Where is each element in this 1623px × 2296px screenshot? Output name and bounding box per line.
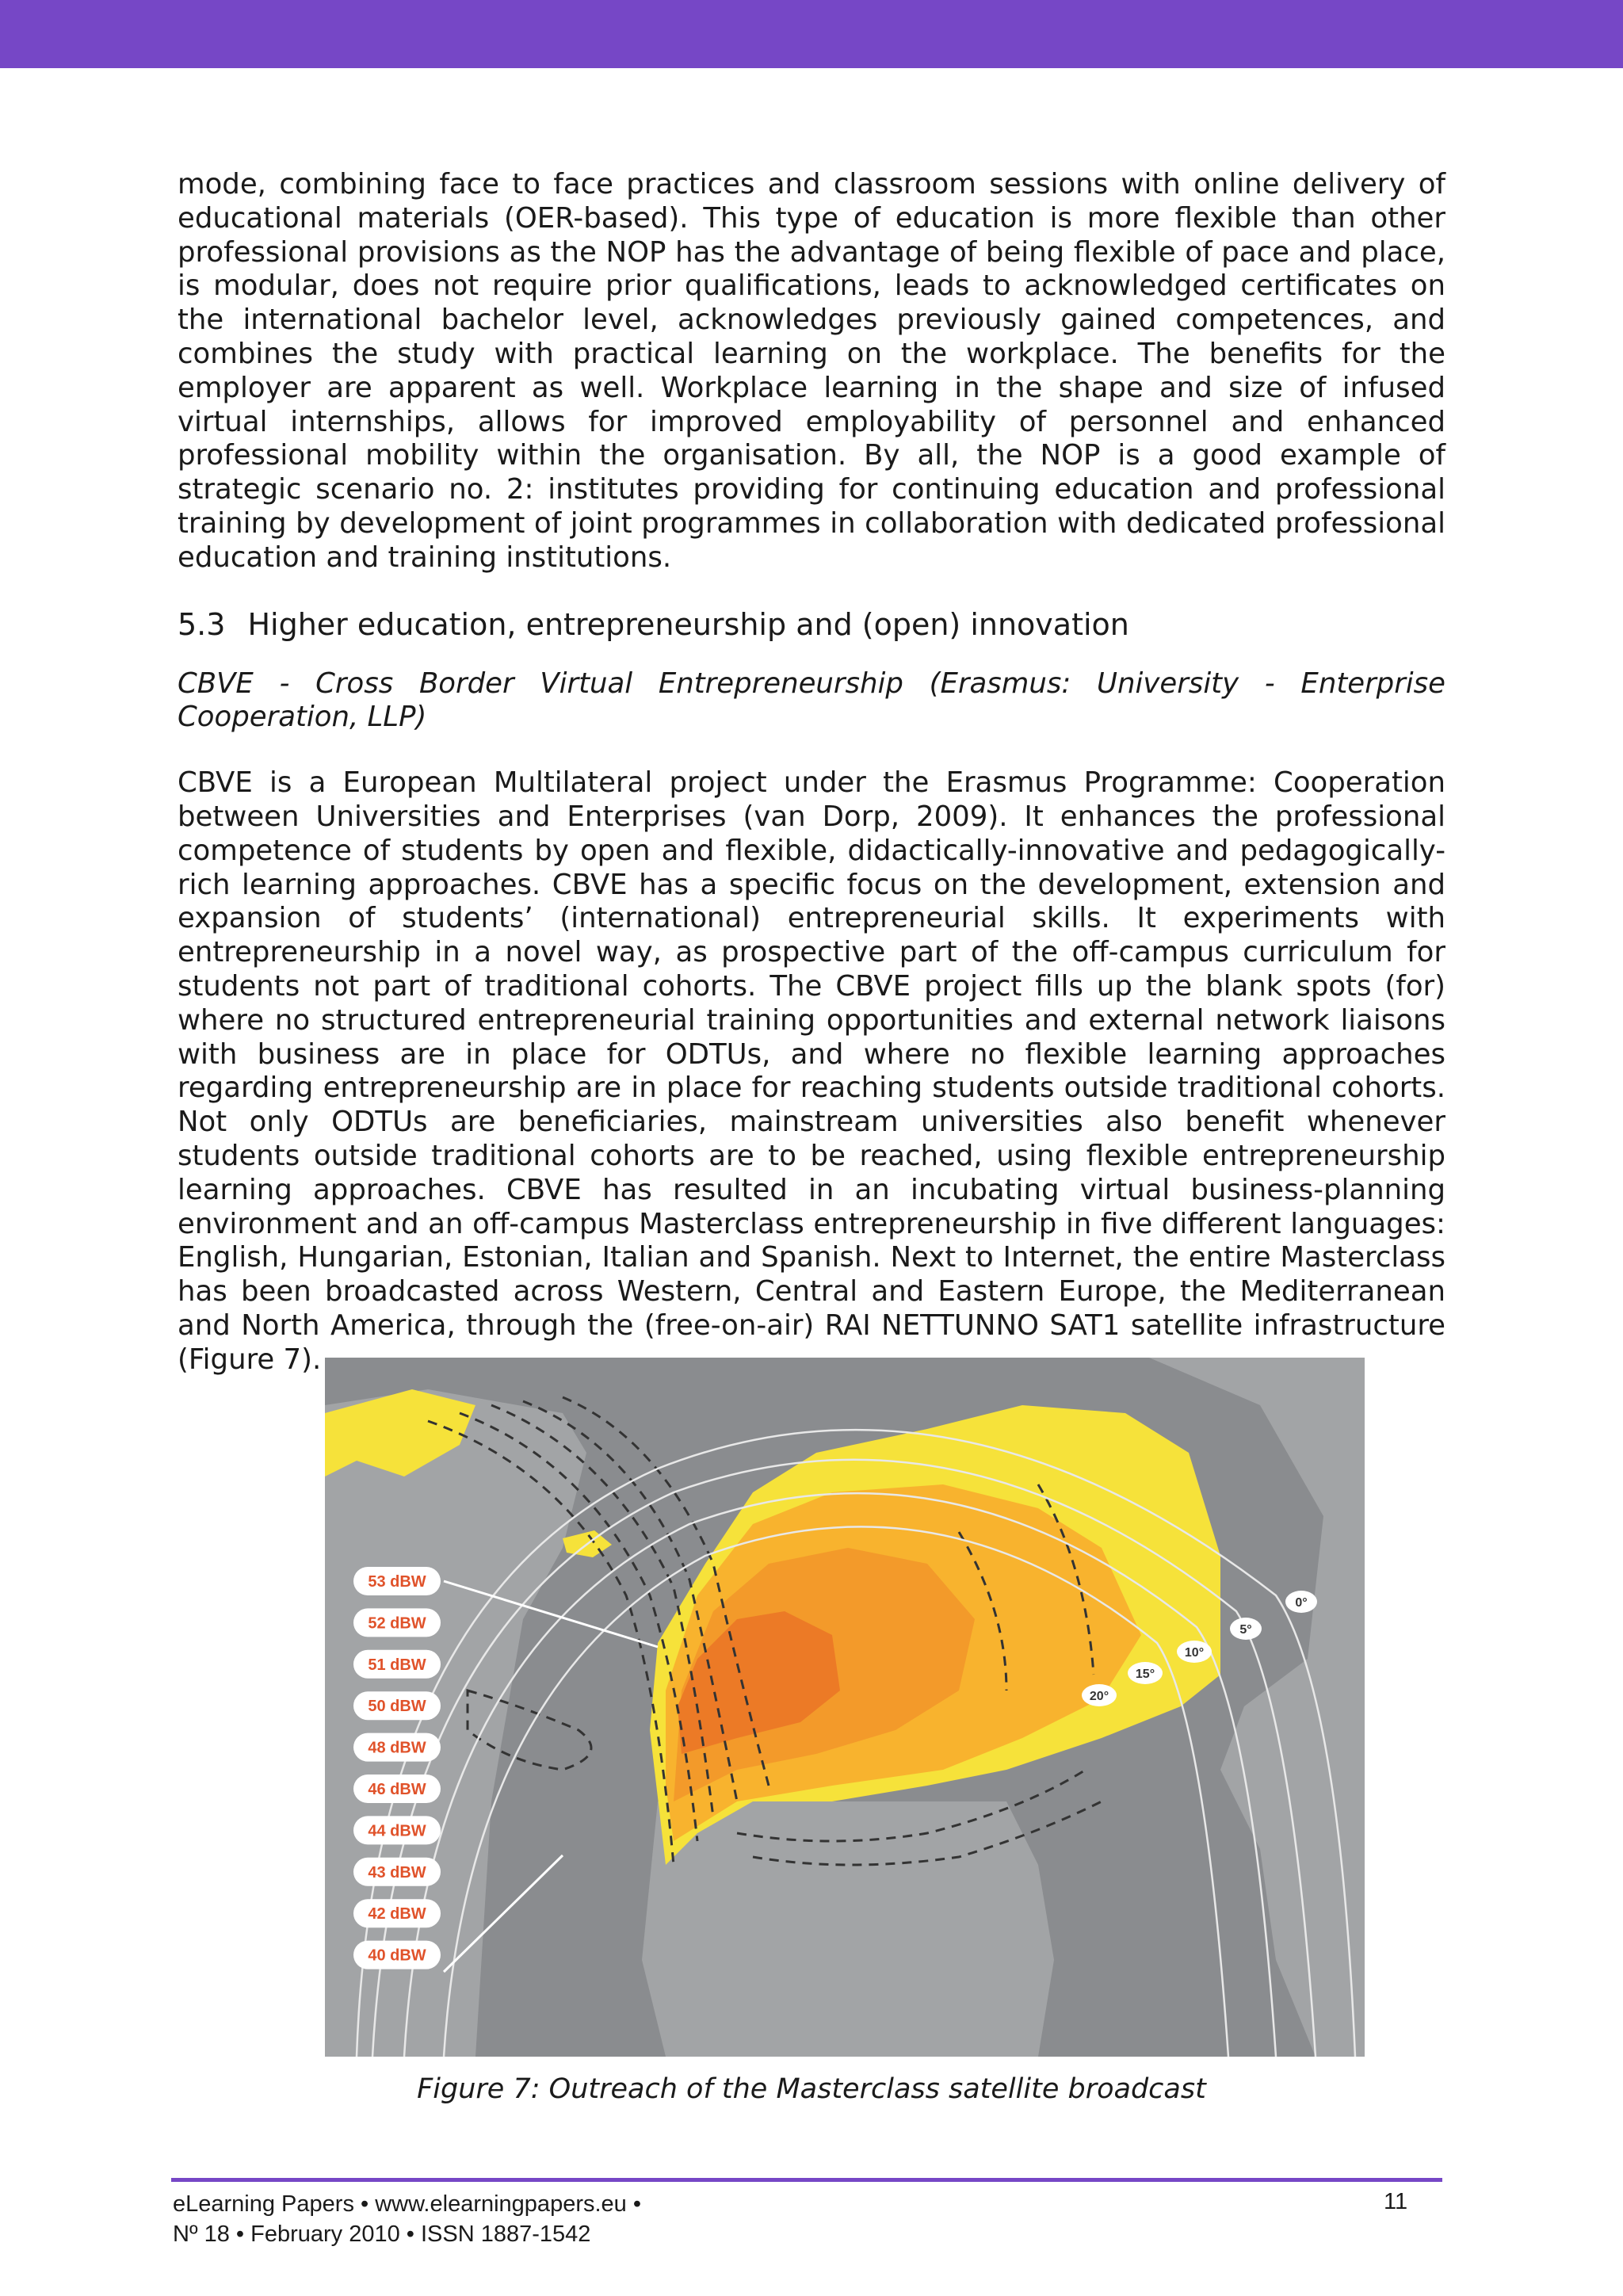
section-title: Higher education, entrepreneurship and (open) innovation: [247, 606, 1129, 642]
dbw-legend-label: 44 dBW: [368, 1822, 426, 1840]
elevation-label-5: 5°: [1239, 1623, 1252, 1637]
map-land-africa: [642, 1801, 1054, 2057]
dbw-legend-label: 43 dBW: [368, 1863, 426, 1881]
elevation-label-20: 20°: [1089, 1690, 1109, 1703]
footer-rule: [171, 2178, 1442, 2182]
dbw-legend-label: 51 dBW: [368, 1656, 426, 1674]
elevation-label-10: 10°: [1184, 1646, 1205, 1660]
section-number: 5.3: [178, 606, 226, 642]
page-number: 11: [1384, 2189, 1408, 2214]
satellite-coverage-map: [325, 1358, 1365, 2057]
header-bar: [0, 0, 1623, 68]
elevation-label-15: 15°: [1135, 1668, 1155, 1681]
footer-line-1: eLearning Papers • www.elearningpapers.eu •: [173, 2191, 642, 2217]
figure-caption-lead: Figure 7:: [417, 2073, 540, 2105]
footer-line-2: Nº 18 • February 2010 • ISSN 1887-1542: [173, 2222, 591, 2247]
dbw-legend-label: 48 dBW: [368, 1739, 426, 1757]
dbw-legend-label: 46 dBW: [368, 1781, 426, 1798]
dbw-legend-label: 40 dBW: [368, 1946, 426, 1965]
section-heading: [178, 606, 1445, 644]
footer: [173, 2189, 641, 2249]
dbw-legend-label: 53 dBW: [368, 1573, 426, 1591]
dbw-legend-label: 50 dBW: [368, 1698, 426, 1716]
main-content: [178, 168, 1445, 1377]
paragraph-cbve: CBVE is a European Multilateral project under the Erasmus Programme: Cooperation between Universities and Enterprises (van Dorp, 2009). It enhances the professional competence of students by open and flexible, didactically-innovative and pedagogically-rich learning approaches. CBVE has a specific focus on the development, extension and expansion of students’ (international) entrepreneurial skills. It experiments with entrepreneurship in a novel way, as prospective part of the off-campus curriculum for students not part of traditional cohorts. The CBVE project fills up the blank spots (for) where no structured entrepreneurial training opportunities and external network liaisons with business are in place for ODTUs, and where no flexible learning approaches regarding entrepreneurship are in place for reaching students outside traditional cohorts. Not only ODTUs are beneficiaries, mainstream universities also benefit whenever students outside traditional cohorts are to be reached, using flexible entrepreneurship learning approaches. CBVE has resulted in an incubating virtual business-planning environment and an off-campus Masterclass entrepreneurship in five different languages: English, Hungarian, Estonian, Italian and Spanish. Next to Internet, the entire Masterclass has been broadcasted across Western, Central and Eastern Europe, the Mediterranean and North America, through the (free-on-air) RAI NETTUNNO SAT1 satellite infrastructure (Figure 7).: [178, 766, 1445, 1376]
figure-caption-text: Outreach of the Masterclass satellite broadcast: [540, 2073, 1206, 2105]
project-title: CBVE - Cross Border Virtual Entrepreneurship (Erasmus: University - Enterprise Cooperation, LLP): [178, 667, 1445, 734]
elevation-label-0: 0°: [1295, 1596, 1308, 1610]
dbw-legend-label: 42 dBW: [368, 1905, 426, 1924]
dbw-legend-label: 52 dBW: [368, 1614, 426, 1633]
figure-caption: [0, 2073, 1623, 2105]
paragraph-nop: mode, combining face to face practices and classroom sessions with online delivery of educational materials (OER-based). This type of education is more flexible than other professional provisions as the NOP has the advantage of being flexible of pace and place, is modular, does not require prior qualifications, leads to acknowledged certificates on the international bachelor level, acknowledges previously gained competences, and combines the study with practical learning on the workplace. The benefits for the employer are apparent as well. Workplace learning in the shape and size of infused virtual internships, allows for improved employability of personnel and enhanced professional mobility within the organisation. By all, the NOP is a good example of strategic scenario no. 2: institutes providing for continuing education and professional training by development of joint programmes in collaboration with dedicated professional education and training institutions.: [178, 168, 1445, 574]
map-graphic: [325, 1358, 1365, 2057]
